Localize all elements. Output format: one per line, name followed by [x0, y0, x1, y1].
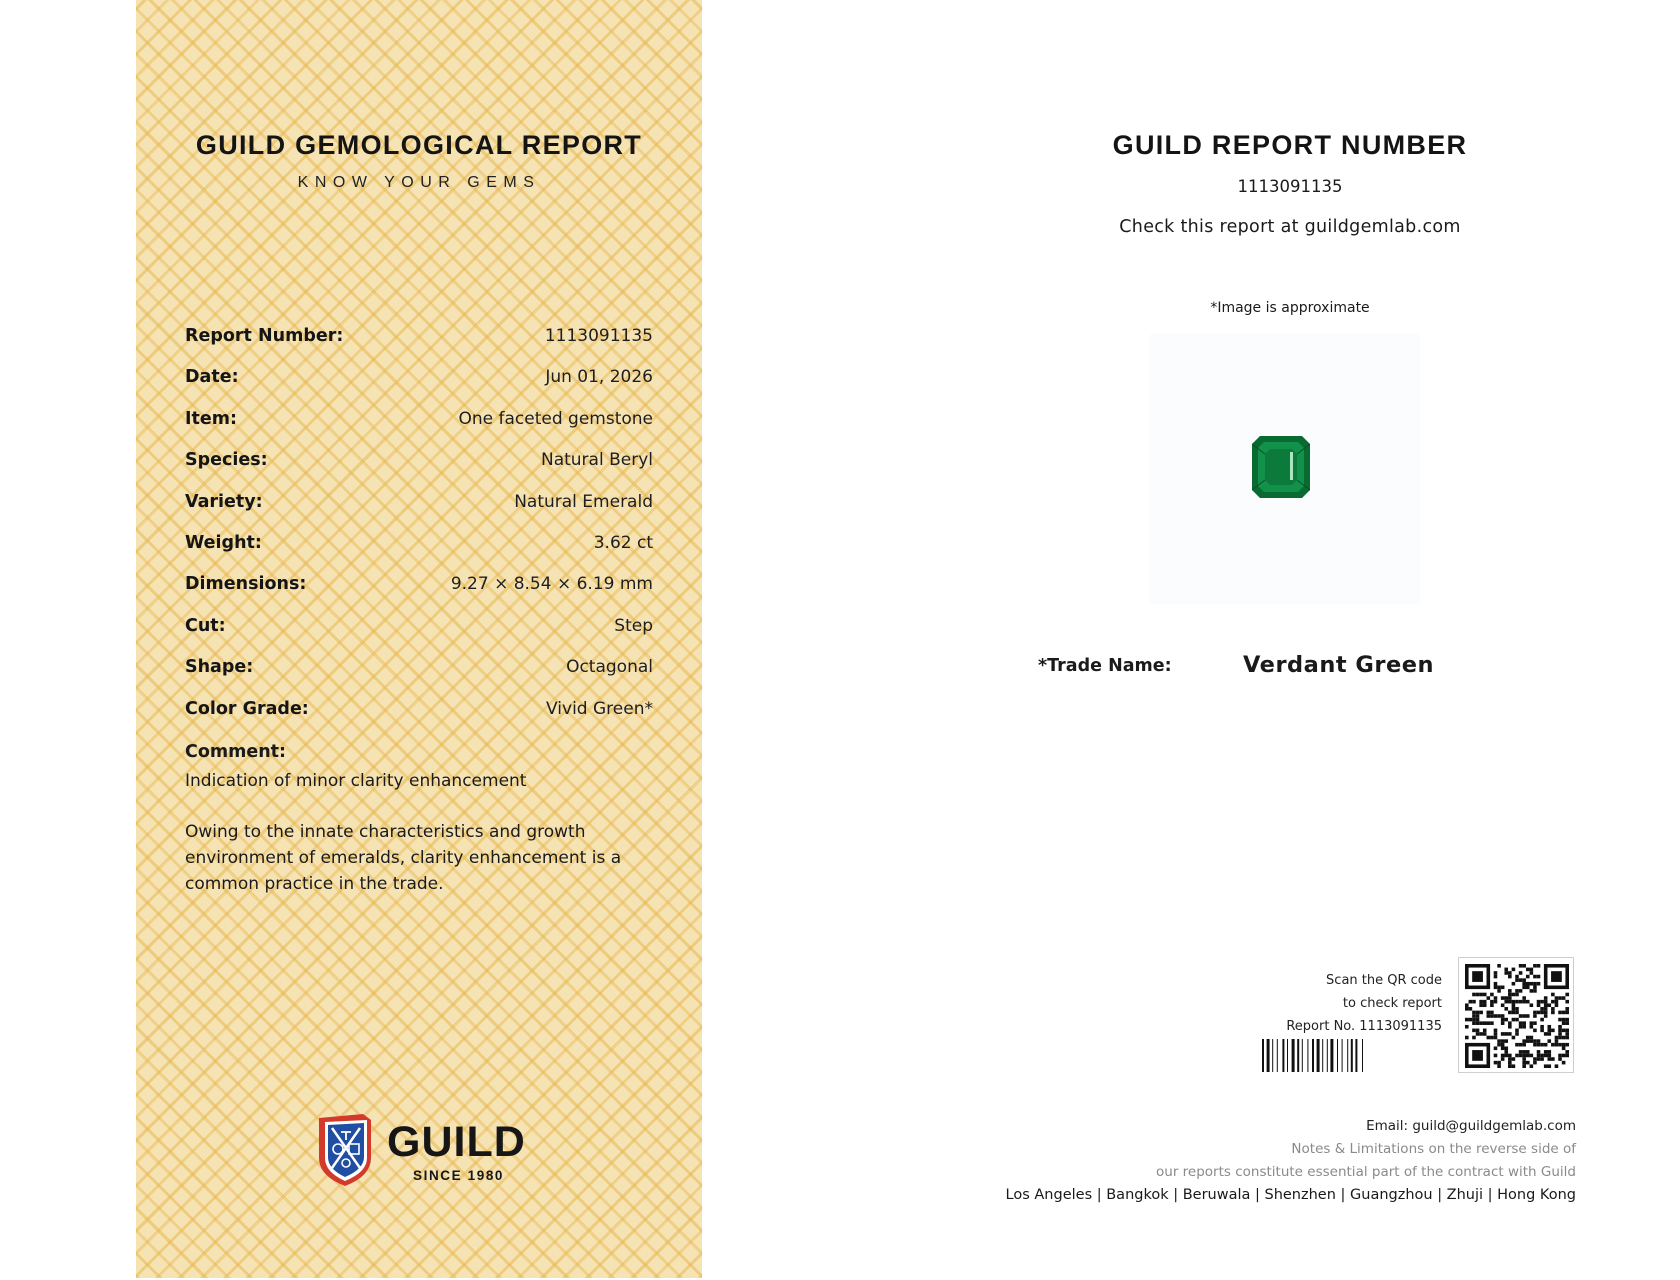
field-row-variety — [185, 492, 653, 533]
report-tagline: KNOW YOUR GEMS — [297, 174, 541, 191]
barcode-icon — [1262, 1039, 1444, 1072]
field-label: Report Number: — [185, 326, 344, 346]
field-row-shape — [185, 657, 653, 698]
field-row-weight — [185, 533, 653, 574]
field-value: Octagonal — [566, 657, 653, 678]
field-label: Species: — [185, 450, 268, 471]
field-label: Cut: — [185, 615, 226, 636]
logo-since: SINCE 1980 — [413, 1168, 505, 1183]
field-value: Vivid Green* — [546, 698, 653, 719]
qr-code[interactable] — [1458, 957, 1574, 1073]
field-value: Natural Beryl — [540, 450, 653, 471]
report-number: 1113091135 — [1237, 177, 1343, 196]
field-label: Shape: — [185, 657, 254, 678]
gem-image — [1150, 334, 1420, 604]
trade-name-label: *Trade Name: — [1038, 656, 1172, 676]
qr-instruction-2: to check report — [1342, 996, 1442, 1011]
field-row-date — [185, 367, 653, 408]
field-row-color-grade — [185, 699, 653, 740]
field-label: Dimensions: — [185, 574, 307, 595]
emerald-gem-icon — [1252, 436, 1310, 498]
report-title: GUILD GEMOLOGICAL REPORT — [195, 130, 643, 160]
qr-code-icon — [1465, 964, 1569, 1068]
field-row-dimensions — [185, 574, 653, 615]
field-value: Jun 01, 2026 — [545, 367, 653, 388]
notes-line-1: Notes & Limitations on the reverse side of — [1291, 1141, 1576, 1157]
guild-shield-logo-icon — [315, 1112, 375, 1188]
field-value: 1113091135 — [544, 326, 653, 346]
field-row-item — [185, 409, 653, 450]
trade-name-value: Verdant Green — [1243, 652, 1435, 678]
field-value: One faceted gemstone — [458, 408, 653, 429]
enhancement-note: Owing to the innate characteristics and growth environment of emeralds, clarity enhancement is a common practice in the trade. — [185, 822, 622, 894]
comment-value: Indication of minor clarity enhancement — [185, 771, 527, 791]
logo-wordmark: GUILD — [387, 1118, 526, 1166]
guild-logo — [315, 1112, 545, 1192]
image-approximate-note: *Image is approximate — [1210, 300, 1370, 316]
field-row-cut — [185, 616, 653, 657]
report-left-panel — [136, 0, 702, 1278]
qr-report-number: Report No. 1113091135 — [1286, 1019, 1442, 1034]
field-row-report-number — [185, 326, 653, 367]
field-label: Date: — [185, 367, 239, 388]
verify-link-text[interactable]: Check this report at guildgemlab.com — [1119, 217, 1461, 237]
contact-email[interactable]: Email: guild@guildgemlab.com — [1366, 1118, 1576, 1134]
report-number-heading: GUILD REPORT NUMBER — [1112, 130, 1468, 160]
field-value: Step — [614, 615, 653, 636]
notes-line-2: our reports constitute essential part of the contract with Guild — [1156, 1164, 1576, 1180]
field-value: Natural Emerald — [514, 491, 653, 512]
comment-label: Comment: — [185, 742, 287, 762]
field-label: Variety: — [185, 491, 263, 512]
report-fields — [185, 326, 653, 740]
lab-locations: Los Angeles | Bangkok | Beruwala | Shenzhen | Guangzhou | Zhuji | Hong Kong — [1005, 1187, 1576, 1203]
field-value: 9.27 × 8.54 × 6.19 mm — [450, 574, 653, 595]
field-value: 3.62 ct — [593, 532, 653, 553]
qr-instruction-1: Scan the QR code — [1326, 973, 1442, 988]
field-row-species — [185, 450, 653, 491]
field-label: Item: — [185, 408, 237, 429]
field-label: Color Grade: — [185, 698, 309, 719]
field-label: Weight: — [185, 532, 262, 553]
